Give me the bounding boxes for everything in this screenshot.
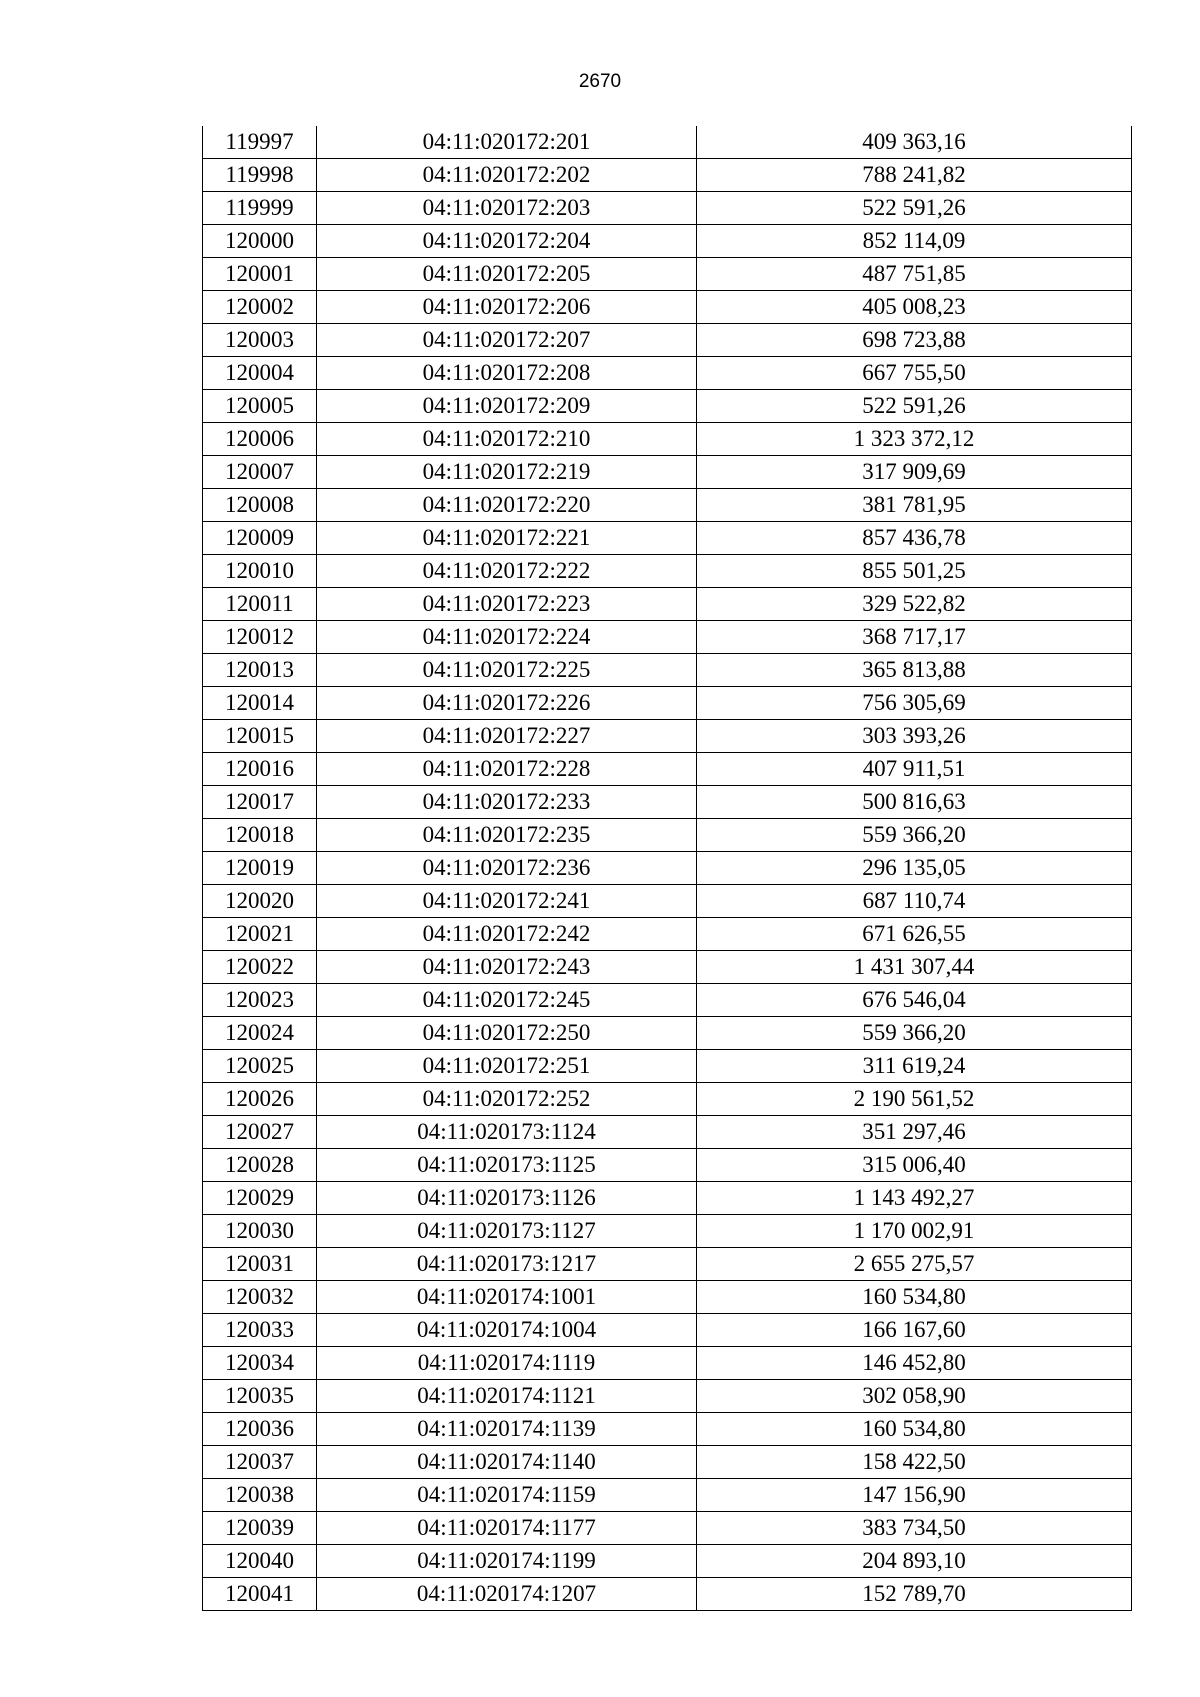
value-cell: 1 431 307,44: [697, 951, 1132, 984]
value-cell: 671 626,55: [697, 918, 1132, 951]
value-cell: 522 591,26: [697, 192, 1132, 225]
row-number-cell: 120041: [203, 1578, 317, 1611]
row-number-cell: 119998: [203, 159, 317, 192]
cadastral-number-cell: 04:11:020174:1177: [317, 1512, 697, 1545]
value-cell: 756 305,69: [697, 687, 1132, 720]
table-row: [203, 258, 1132, 291]
row-number-cell: 120001: [203, 258, 317, 291]
cadastral-number-cell: 04:11:020173:1127: [317, 1215, 697, 1248]
cadastral-number-cell: 04:11:020172:252: [317, 1083, 697, 1116]
row-number-cell: 119999: [203, 192, 317, 225]
cadastral-number-cell: 04:11:020172:243: [317, 951, 697, 984]
cadastral-number-cell: 04:11:020172:251: [317, 1050, 697, 1083]
table-row: [203, 1347, 1132, 1380]
row-number-cell: 119997: [203, 126, 317, 159]
cadastral-number-cell: 04:11:020174:1199: [317, 1545, 697, 1578]
table-row: [203, 555, 1132, 588]
value-cell: 522 591,26: [697, 390, 1132, 423]
row-number-cell: 120032: [203, 1281, 317, 1314]
table-row: [203, 1281, 1132, 1314]
value-cell: 676 546,04: [697, 984, 1132, 1017]
cadastral-number-cell: 04:11:020172:226: [317, 687, 697, 720]
value-cell: 405 008,23: [697, 291, 1132, 324]
table-row: [203, 753, 1132, 786]
table-row: [203, 126, 1132, 159]
value-cell: 160 534,80: [697, 1413, 1132, 1446]
row-number-cell: 120012: [203, 621, 317, 654]
cadastral-number-cell: 04:11:020174:1159: [317, 1479, 697, 1512]
table-row: [203, 786, 1132, 819]
table-row: [203, 1380, 1132, 1413]
table-row: [203, 522, 1132, 555]
table-row: [203, 654, 1132, 687]
row-number-cell: 120010: [203, 555, 317, 588]
table-row: [203, 720, 1132, 753]
value-cell: 559 366,20: [697, 1017, 1132, 1050]
cadastral-number-cell: 04:11:020174:1001: [317, 1281, 697, 1314]
table-row: [203, 1446, 1132, 1479]
value-cell: 559 366,20: [697, 819, 1132, 852]
row-number-cell: 120030: [203, 1215, 317, 1248]
table-row: [203, 1314, 1132, 1347]
row-number-cell: 120034: [203, 1347, 317, 1380]
value-cell: 158 422,50: [697, 1446, 1132, 1479]
table-row: [203, 1116, 1132, 1149]
value-cell: 667 755,50: [697, 357, 1132, 390]
row-number-cell: 120003: [203, 324, 317, 357]
value-cell: 311 619,24: [697, 1050, 1132, 1083]
table-row: [203, 1182, 1132, 1215]
table-row: [203, 984, 1132, 1017]
row-number-cell: 120031: [203, 1248, 317, 1281]
cadastral-number-cell: 04:11:020172:221: [317, 522, 697, 555]
table-row: [203, 1017, 1132, 1050]
row-number-cell: 120013: [203, 654, 317, 687]
table-row: [203, 1413, 1132, 1446]
table-row: [203, 687, 1132, 720]
cadastral-number-cell: 04:11:020172:219: [317, 456, 697, 489]
cadastral-number-cell: 04:11:020172:207: [317, 324, 697, 357]
value-cell: 160 534,80: [697, 1281, 1132, 1314]
value-cell: 500 816,63: [697, 786, 1132, 819]
table-row: [203, 1578, 1132, 1611]
cadastral-number-cell: 04:11:020172:203: [317, 192, 697, 225]
value-cell: 381 781,95: [697, 489, 1132, 522]
table-row: [203, 357, 1132, 390]
value-cell: 315 006,40: [697, 1149, 1132, 1182]
value-cell: 487 751,85: [697, 258, 1132, 291]
table-row: [203, 819, 1132, 852]
row-number-cell: 120028: [203, 1149, 317, 1182]
cadastral-number-cell: 04:11:020174:1139: [317, 1413, 697, 1446]
row-number-cell: 120040: [203, 1545, 317, 1578]
table-row: [203, 951, 1132, 984]
value-cell: 303 393,26: [697, 720, 1132, 753]
table-row: [203, 1050, 1132, 1083]
table-row: [203, 192, 1132, 225]
value-cell: 152 789,70: [697, 1578, 1132, 1611]
cadastral-number-cell: 04:11:020172:228: [317, 753, 697, 786]
row-number-cell: 120016: [203, 753, 317, 786]
row-number-cell: 120024: [203, 1017, 317, 1050]
table-row: [203, 390, 1132, 423]
cadastral-number-cell: 04:11:020172:223: [317, 588, 697, 621]
table-row: [203, 1248, 1132, 1281]
table-row: [203, 291, 1132, 324]
row-number-cell: 120015: [203, 720, 317, 753]
value-cell: 351 297,46: [697, 1116, 1132, 1149]
cadastral-number-cell: 04:11:020172:204: [317, 225, 697, 258]
row-number-cell: 120022: [203, 951, 317, 984]
value-cell: 409 363,16: [697, 126, 1132, 159]
table-row: [203, 885, 1132, 918]
value-cell: 1 143 492,27: [697, 1182, 1132, 1215]
cadastral-number-cell: 04:11:020172:208: [317, 357, 697, 390]
row-number-cell: 120018: [203, 819, 317, 852]
cadastral-number-cell: 04:11:020172:224: [317, 621, 697, 654]
cadastral-number-cell: 04:11:020172:250: [317, 1017, 697, 1050]
value-cell: 2 655 275,57: [697, 1248, 1132, 1281]
row-number-cell: 120027: [203, 1116, 317, 1149]
value-cell: 383 734,50: [697, 1512, 1132, 1545]
table-row: [203, 423, 1132, 456]
cadastral-number-cell: 04:11:020174:1140: [317, 1446, 697, 1479]
table-row: [203, 1083, 1132, 1116]
table-row: [203, 1479, 1132, 1512]
cadastral-number-cell: 04:11:020172:245: [317, 984, 697, 1017]
cadastral-number-cell: 04:11:020172:206: [317, 291, 697, 324]
value-cell: 2 190 561,52: [697, 1083, 1132, 1116]
row-number-cell: 120007: [203, 456, 317, 489]
cadastral-number-cell: 04:11:020172:220: [317, 489, 697, 522]
cadastral-value-table: [202, 126, 1132, 1611]
value-cell: 166 167,60: [697, 1314, 1132, 1347]
cadastral-number-cell: 04:11:020172:227: [317, 720, 697, 753]
cadastral-number-cell: 04:11:020172:201: [317, 126, 697, 159]
table-row: [203, 588, 1132, 621]
cadastral-number-cell: 04:11:020174:1207: [317, 1578, 697, 1611]
row-number-cell: 120000: [203, 225, 317, 258]
table-row: [203, 324, 1132, 357]
row-number-cell: 120026: [203, 1083, 317, 1116]
cadastral-number-cell: 04:11:020174:1004: [317, 1314, 697, 1347]
row-number-cell: 120019: [203, 852, 317, 885]
cadastral-number-cell: 04:11:020172:209: [317, 390, 697, 423]
table-row: [203, 918, 1132, 951]
value-cell: 687 110,74: [697, 885, 1132, 918]
row-number-cell: 120038: [203, 1479, 317, 1512]
cadastral-number-cell: 04:11:020172:205: [317, 258, 697, 291]
table-row: [203, 1545, 1132, 1578]
cadastral-number-cell: 04:11:020172:242: [317, 918, 697, 951]
row-number-cell: 120023: [203, 984, 317, 1017]
cadastral-number-cell: 04:11:020174:1121: [317, 1380, 697, 1413]
row-number-cell: 120004: [203, 357, 317, 390]
table-row: [203, 159, 1132, 192]
row-number-cell: 120036: [203, 1413, 317, 1446]
table-body: [203, 126, 1132, 1611]
cadastral-number-cell: 04:11:020172:241: [317, 885, 697, 918]
row-number-cell: 120006: [203, 423, 317, 456]
table-row: [203, 225, 1132, 258]
cadastral-number-cell: 04:11:020173:1217: [317, 1248, 697, 1281]
cadastral-number-cell: 04:11:020173:1125: [317, 1149, 697, 1182]
table-row: [203, 489, 1132, 522]
value-cell: 317 909,69: [697, 456, 1132, 489]
value-cell: 698 723,88: [697, 324, 1132, 357]
value-cell: 365 813,88: [697, 654, 1132, 687]
value-cell: 204 893,10: [697, 1545, 1132, 1578]
cadastral-number-cell: 04:11:020173:1126: [317, 1182, 697, 1215]
row-number-cell: 120033: [203, 1314, 317, 1347]
cadastral-number-cell: 04:11:020172:233: [317, 786, 697, 819]
value-cell: 146 452,80: [697, 1347, 1132, 1380]
row-number-cell: 120008: [203, 489, 317, 522]
cadastral-number-cell: 04:11:020174:1119: [317, 1347, 697, 1380]
value-cell: 296 135,05: [697, 852, 1132, 885]
value-cell: 852 114,09: [697, 225, 1132, 258]
table-row: [203, 1215, 1132, 1248]
row-number-cell: 120020: [203, 885, 317, 918]
table-row: [203, 1512, 1132, 1545]
cadastral-number-cell: 04:11:020173:1124: [317, 1116, 697, 1149]
cadastral-number-cell: 04:11:020172:235: [317, 819, 697, 852]
value-cell: 147 156,90: [697, 1479, 1132, 1512]
page-number: 2670: [578, 71, 622, 92]
table-row: [203, 456, 1132, 489]
row-number-cell: 120037: [203, 1446, 317, 1479]
table-row: [203, 852, 1132, 885]
value-cell: 788 241,82: [697, 159, 1132, 192]
value-cell: 855 501,25: [697, 555, 1132, 588]
value-cell: 407 911,51: [697, 753, 1132, 786]
cadastral-number-cell: 04:11:020172:210: [317, 423, 697, 456]
value-cell: 368 717,17: [697, 621, 1132, 654]
row-number-cell: 120009: [203, 522, 317, 555]
cadastral-number-cell: 04:11:020172:202: [317, 159, 697, 192]
row-number-cell: 120011: [203, 588, 317, 621]
value-cell: 329 522,82: [697, 588, 1132, 621]
cadastral-number-cell: 04:11:020172:225: [317, 654, 697, 687]
row-number-cell: 120002: [203, 291, 317, 324]
row-number-cell: 120039: [203, 1512, 317, 1545]
row-number-cell: 120029: [203, 1182, 317, 1215]
row-number-cell: 120005: [203, 390, 317, 423]
table-row: [203, 1149, 1132, 1182]
cadastral-number-cell: 04:11:020172:222: [317, 555, 697, 588]
table-row: [203, 621, 1132, 654]
row-number-cell: 120017: [203, 786, 317, 819]
value-cell: 302 058,90: [697, 1380, 1132, 1413]
row-number-cell: 120021: [203, 918, 317, 951]
value-cell: 1 323 372,12: [697, 423, 1132, 456]
row-number-cell: 120035: [203, 1380, 317, 1413]
row-number-cell: 120025: [203, 1050, 317, 1083]
cadastral-number-cell: 04:11:020172:236: [317, 852, 697, 885]
value-cell: 857 436,78: [697, 522, 1132, 555]
value-cell: 1 170 002,91: [697, 1215, 1132, 1248]
row-number-cell: 120014: [203, 687, 317, 720]
